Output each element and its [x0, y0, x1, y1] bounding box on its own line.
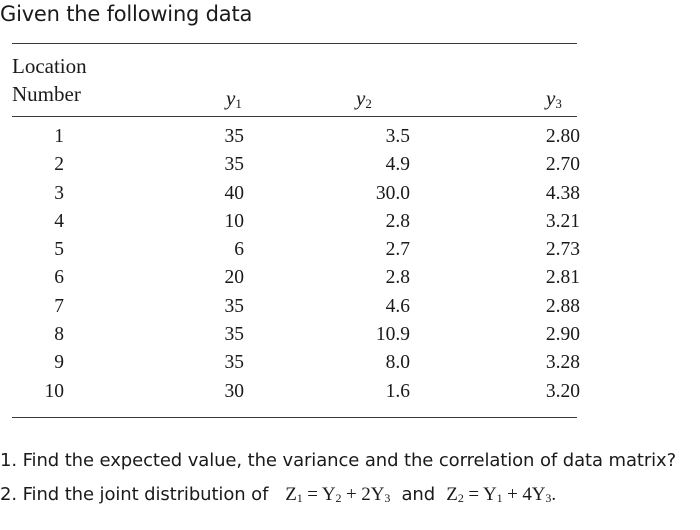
table-row: [0, 183, 700, 211]
cell-location: 1: [54, 126, 64, 147]
cell-y1: 6: [234, 239, 244, 261]
cell-y1: 30: [224, 380, 244, 402]
cell-location: 8: [54, 324, 64, 346]
cell-location: 4: [54, 210, 64, 232]
cell-y2: 2.8: [385, 267, 410, 289]
intro-text: Given the following data: [0, 2, 253, 26]
table-row: [0, 211, 700, 239]
cell-location: 6: [54, 267, 64, 289]
cell-y3: 2.81: [545, 267, 580, 289]
cell-y2: 8.0: [385, 352, 410, 374]
cell-y1: 35: [224, 126, 244, 147]
header-location-line2: Number: [12, 82, 81, 106]
cell-location: 7: [54, 295, 64, 317]
header-location: [12, 52, 87, 108]
cell-location: 10: [44, 380, 64, 402]
cell-y2: 2.7: [385, 239, 410, 261]
table-row: [0, 324, 700, 352]
cell-y1: 40: [224, 182, 244, 204]
cell-location: 5: [54, 239, 64, 261]
header-y1: $y_1$: [226, 86, 242, 111]
question-2-and: and: [401, 484, 436, 505]
cell-y1: 20: [224, 267, 244, 289]
cell-y2: 3.5: [385, 126, 410, 147]
cell-y1: 35: [224, 324, 244, 346]
table-row: [0, 154, 700, 182]
table-bottom-rule: [12, 417, 577, 418]
cell-y2: 4.6: [385, 295, 410, 317]
cell-y2: 30.0: [375, 182, 410, 204]
cell-y3: 2.80: [545, 126, 580, 147]
table-row: [0, 352, 700, 380]
formula-z2: $Z_2 = Y_1 + 4Y_3$.: [446, 484, 556, 505]
header-y2: $y_2$: [356, 86, 372, 111]
cell-y2: 2.8: [385, 210, 410, 232]
table-top-rule: [12, 43, 577, 44]
cell-y1: 35: [224, 295, 244, 317]
cell-y2: 10.9: [375, 324, 410, 346]
question-2-prefix: 2. Find the joint distribution of: [0, 484, 269, 505]
cell-y3: 3.28: [545, 352, 580, 374]
table-header-rule: [12, 116, 577, 117]
cell-location: 9: [54, 352, 64, 374]
cell-y3: 2.70: [545, 154, 580, 176]
table-row: [0, 381, 700, 409]
question-2: [0, 484, 556, 506]
formula-z1: $Z_1 = Y_2 + 2Y_3$: [285, 484, 391, 505]
cell-location: 3: [54, 182, 64, 204]
cell-y3: 2.88: [545, 295, 580, 317]
table-row: [0, 267, 700, 295]
cell-y1: 35: [224, 154, 244, 176]
cell-y1: 35: [224, 352, 244, 374]
header-y3: $y_3$: [546, 86, 562, 111]
question-1: 1. Find the expected value, the variance and the correlation of data matrix?: [0, 450, 677, 471]
table-row: [0, 239, 700, 267]
table-row: [0, 296, 700, 324]
cell-y3: 4.38: [545, 182, 580, 204]
cell-y3: 3.20: [545, 380, 580, 402]
cell-y1: 10: [224, 210, 244, 232]
cell-y3: 2.73: [545, 239, 580, 261]
cell-y2: 4.9: [385, 154, 410, 176]
cell-y3: 3.21: [545, 210, 580, 232]
table-row: [0, 126, 700, 154]
cell-y3: 2.90: [545, 324, 580, 346]
cell-y2: 1.6: [385, 380, 410, 402]
header-location-line1: Location: [12, 54, 87, 78]
cell-location: 2: [54, 154, 64, 176]
table-body: [0, 126, 700, 409]
